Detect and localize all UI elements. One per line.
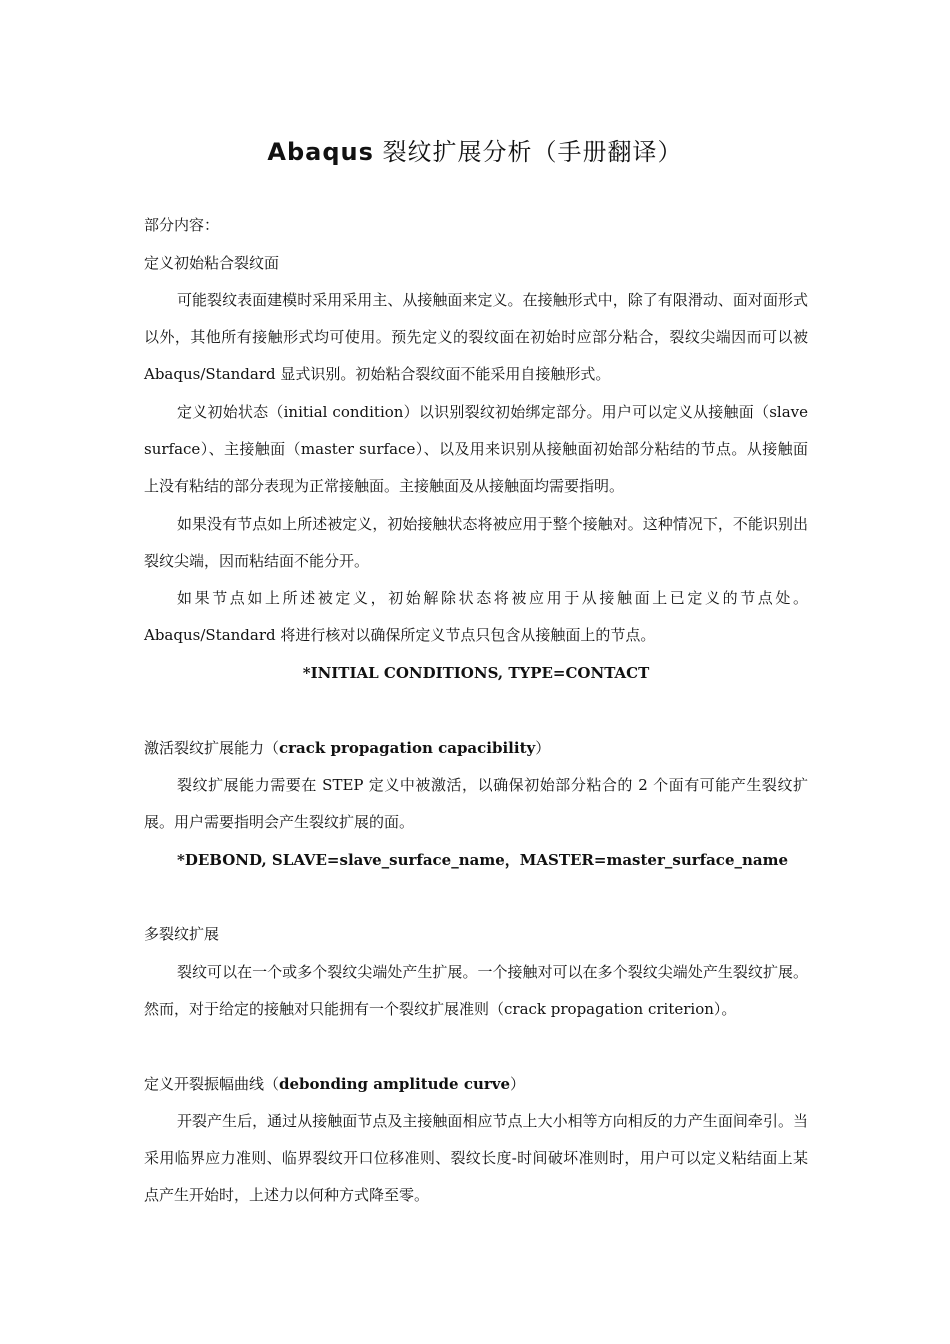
heading-end: ） (510, 1075, 526, 1093)
paragraph: 定义初始状态（initial condition）以识别裂纹初始绑定部分。用户可以定义从接触面（slave surface）、主接触面（master surface）、以及用来识别从接触面初始部分粘结的节点。从接触面上没有粘结的部分表现为正常接触面。主接触面及从接触面均需要指明。 (144, 403, 808, 495)
paragraph: 可能裂纹表面建模时采用采用主、从接触面来定义。在接触形式中，除了有限滑动、面对面形式以外，其他所有接触形式均可使用。预先定义的裂纹面在初始时应部分粘合，裂纹尖端因而可以被 Abaqus/Standard 显式识别。初始粘合裂纹面不能采用自接触形式。 (144, 291, 808, 383)
heading-end: ） (535, 739, 551, 757)
heading-en: debonding amplitude curve (279, 1075, 511, 1093)
paragraph: 裂纹扩展能力需要在 STEP 定义中被激活，以确保初始部分粘合的 2 个面有可能产生裂纹扩展。用户需要指明会产生裂纹扩展的面。 (144, 776, 808, 831)
title-bold: Abaqus (267, 138, 374, 166)
heading-cn: 激活裂纹扩展能力（ (144, 739, 280, 757)
code-line: *INITIAL CONDITIONS, TYPE=CONTACT (302, 664, 650, 682)
paragraph: 如果节点如上所述被定义，初始解除状态将被应用于从接触面上已定义的节点处。Abaqus/Standard 将进行核对以确保所定义节点只包含从接触面上的节点。 (144, 589, 808, 644)
code-line: *DEBOND, SLAVE=slave_surface_name，MASTER=master_surface_name (177, 851, 789, 869)
section-heading-crack-propagation (144, 730, 808, 767)
paragraph: 裂纹可以在一个或多个裂纹尖端处产生扩展。一个接触对可以在多个裂纹尖端处产生裂纹扩展。然而，对于给定的接触对只能拥有一个裂纹扩展准则（crack propagation criterion）。 (144, 963, 808, 1018)
section-heading-multiple-cracks: 多裂纹扩展 (144, 925, 220, 943)
section-heading-bonded-crack: 定义初始粘合裂纹面 (144, 254, 280, 272)
intro-line: 部分内容： (144, 216, 220, 234)
heading-cn: 定义开裂振幅曲线（ (144, 1075, 280, 1093)
paragraph: 如果没有节点如上所述被定义，初始接触状态将被应用于整个接触对。这种情况下，不能识别出裂纹尖端，因而粘结面不能分开。 (144, 515, 808, 570)
document-title (0, 134, 950, 170)
section-heading-debonding-amplitude (144, 1066, 808, 1103)
title-rest: 裂纹扩展分析（手册翻译） (382, 138, 683, 166)
paragraph: 开裂产生后，通过从接触面节点及主接触面相应节点上大小相等方向相反的力产生面间牵引。当采用临界应力准则、临界裂纹开口位移准则、裂纹长度-时间破坏准则时，用户可以定义粘结面上某点产生开始时，上述力以何种方式降至零。 (144, 1112, 808, 1204)
heading-en: crack propagation capacibility (279, 739, 536, 757)
